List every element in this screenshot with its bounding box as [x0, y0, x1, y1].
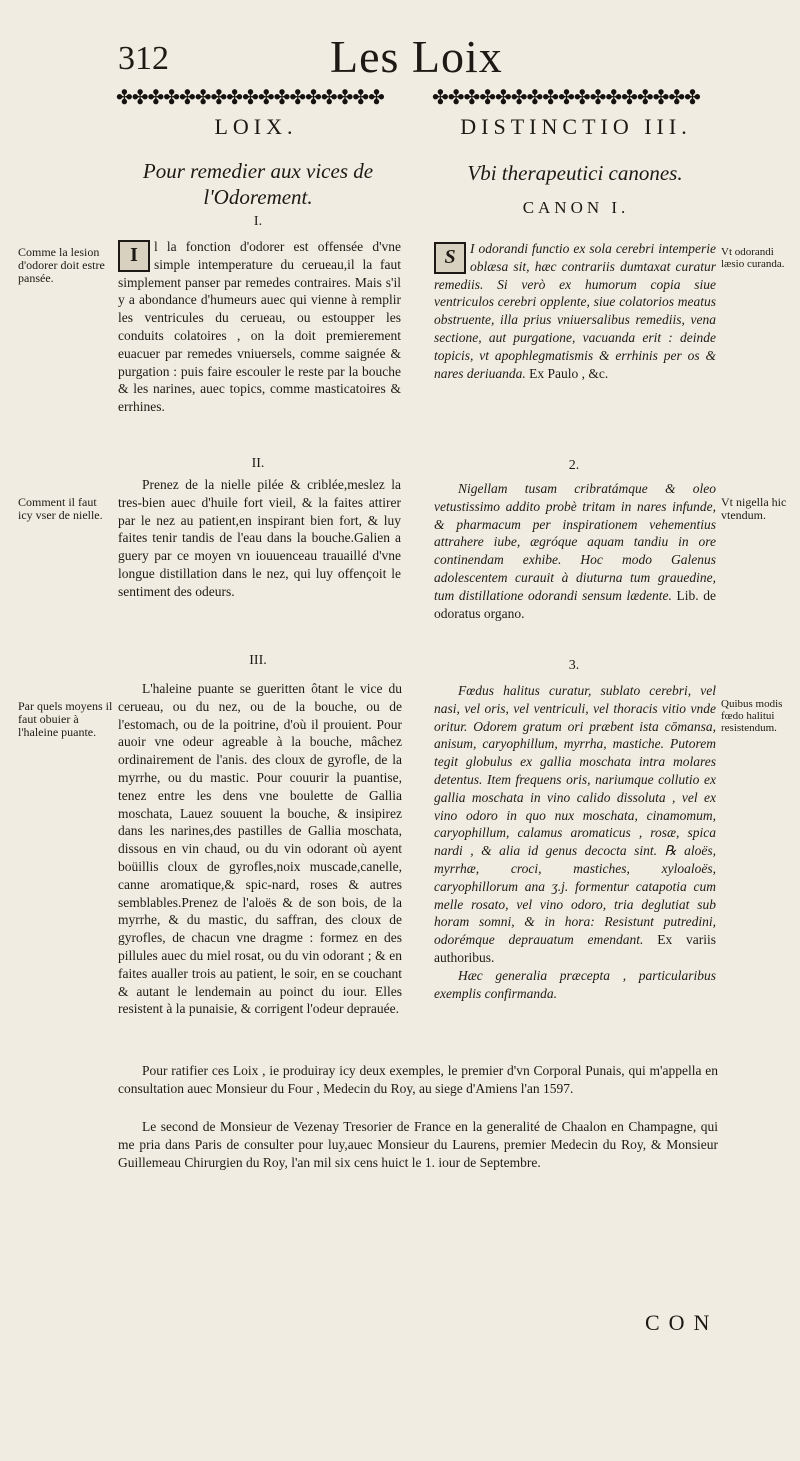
source-citation: Ex variis authoribus. — [434, 932, 716, 965]
right-column-heading: DISTINCTIO III. — [460, 114, 692, 139]
margin-note: Par quels moyens il faut obuier à l'haleine puante. — [18, 699, 113, 739]
paragraph-text: Fœdus halitus curatur, sublato cerebri, vel nasi, vel oris, vel ventriculi, vel thoracis vitio vnde oritur. Odorem gratum ori præbent ista cōmansa, anisum, caryophillum, myrrha, mastiche. Putorem tegit globulus ex gallia moschata intra molares detentus. Item frequens oris, nariumque collutio ex gallia moschata in vino calido dissoluta , vel ex vino odoro in quo nux moschata, cinamomum, caryophillum, calamus aromaticus , rosæ, spica nardi , & alia id genus decocta sint. ℞ aloës, myrrhæ, croci, mastiches, xyloaloës, caryophillorum ana ʒ.j. formentur catapotia cum melle rosato, vel vino odoro, tria deglutiat sub horam somni, & in hora: Resistunt putredini, odorémque deprauatum emendant. — [434, 683, 716, 948]
running-head: Les Loix — [330, 31, 503, 82]
section-number: I. — [253, 214, 263, 229]
margin-note: Comment il faut icy vser de nielle. — [18, 495, 103, 522]
catchword: CON — [645, 1310, 719, 1335]
section-number: 3. — [568, 658, 580, 673]
margin-note: Vt nigella hic vtendum. — [721, 495, 787, 522]
paragraph-text: Nigellam tusam cribratámque & oleo vetustissimo addito probè tritam in nares infunde, & pharmacum per inspirationem vehementius attrahere iube, ægróque aquam tandiu in ore continendam exhibe. Hoc modo Galenus adolescentem curauit à diuturna tum grauedine, tum distillatione odorandi sensum lædente. — [434, 481, 716, 603]
latin-paragraph — [434, 480, 716, 622]
page-number: 312 — [118, 40, 169, 77]
drop-cap: S — [434, 242, 466, 274]
latin-paragraph — [434, 240, 716, 382]
paragraph-text: I odorandi functio ex sola cerebri intemperie oblæsa sit, hæc contrariis dumtaxat curatur remediis. Si verò ex humorum copia siue ventriculos cerebri opplente, siue colatorios meatus obstruente, illa prius vniuersalibus remediis, vena sectione, aut purgatione, vacuanda erit : deinde topicis, vt apophlegmatismis & errhinis per os & nares deriuanda. — [434, 241, 716, 381]
left-column-heading: LOIX. — [214, 114, 298, 139]
drop-cap: I — [118, 240, 150, 272]
ornament-left: ✤✤✤✤✤✤✤✤✤✤✤✤✤✤✤✤✤ — [116, 87, 384, 109]
canon-heading: CANON I. — [522, 198, 630, 217]
french-paragraph: L'haleine puante se gueritten ôtant le vice du cerueau, ou du nez, ou de la bouche, ou de l'estomach, ou de la poitrine, d'où il prouient. Pour auoir vne odeur agreable à la bouche, mâchez ordinairement de l'anis. des cloux de gyrofle, de la myrrhe, ou du mastic. Pour couurir la puantise, tenez entre les dens vne boulette de Gallia moschata, Lauez souuent la bouche, & insipirez dans les narines,des pastilles de Gallia moschata, dissous en vin chaud, ou du vin odorant où ayent boüillis cloux de gyrofles,noix muscade,canelle, canne aromatique,& spic-nard, roses & autres semblables.Prenez de l'aloës & de son bois, de la myrrhe, & du mastic, du saffran, des cloux de gyrofles, de chacun vne dragme : formez en des pillules auec du miel rosat, ou du vin odorant ; & en faites aualler trois au patient, le soir, en se couchant & autant le lendemain au poinct du iour. Elles resistent à la punaisie, & corrigent l'odeur deprauée. — [118, 681, 402, 1017]
footer-paragraph: Pour ratifier ces Loix , ie produiray icy deux exemples, le premier d'vn Corporal Punais, qui m'appella en consultation auec Monsieur du Four , Medecin du Roy, au siege d'Amiens l'an 1597. — [118, 1063, 718, 1096]
ornament-right: ✤✤✤✤✤✤✤✤✤✤✤✤✤✤✤✤✤ — [432, 87, 700, 109]
latin-paragraph — [434, 682, 716, 1002]
french-paragraph: Prenez de la nielle pilée & criblée,meslez la tres-bien auec d'huile fort vieil, & la faites attirer par le nez au patient,en inspirant bien fort, & luy faites tenir tandis de l'eau dans la bouche.Galien a guery par ce moyen vn iouuenceau trauaillé d'vne longue distillation dans le nez, qui luy offençoit le sentiment des odeurs. — [118, 477, 401, 599]
margin-note: Vt odorandi læsio curanda. — [721, 246, 785, 270]
source-citation: Lib. de odoratus organo. — [434, 587, 716, 621]
closing-line: Hæc generalia præcepta , particularibus exemplis confirmanda. — [434, 967, 716, 1001]
margin-note: Comme la lesion d'odorer doit estre pansée. — [18, 245, 105, 285]
section-number: 2. — [568, 458, 580, 473]
paragraph-text: l la fonction d'odorer est offensée d'vne simple intemperature du cerueau,il la faut simplement panser par remedes contraires. Mais s'il y a abondance d'humeurs auec qui vienne à remplir les ventricules du cerueau, ou estoupper les conduits colatoires , on la doit premierement euacuer par remedes vniuersels, comme saignée & purgation : puis faire escouler le reste par la bouche & les narines, auec topics, comme masticatoires & errhines. — [118, 239, 401, 415]
french-paragraph — [118, 238, 401, 416]
section-number: III. — [249, 653, 267, 668]
margin-note: Quibus modis fœdo halitui resistendum. — [721, 698, 783, 734]
footer-paragraph: Le second de Monsieur de Vezenay Tresorier de France en la generalité de Chaalon en Champagne, qui me pria dans Paris de consulter pour luy,auec Monsieur du Laurens, premier Medecin du Roy, & Monsieur Guillemeau Chirurgien du Roy, l'an mil six cens huict le 1. iour de Septembre. — [118, 1119, 718, 1170]
section-number: II. — [251, 456, 265, 471]
left-column-subtitle: Pour remedier aux vices de l'Odorement. — [142, 159, 374, 209]
right-column-subtitle: Vbi therapeutici canones. — [467, 161, 683, 185]
source-citation: Ex Paulo , &c. — [529, 365, 609, 381]
